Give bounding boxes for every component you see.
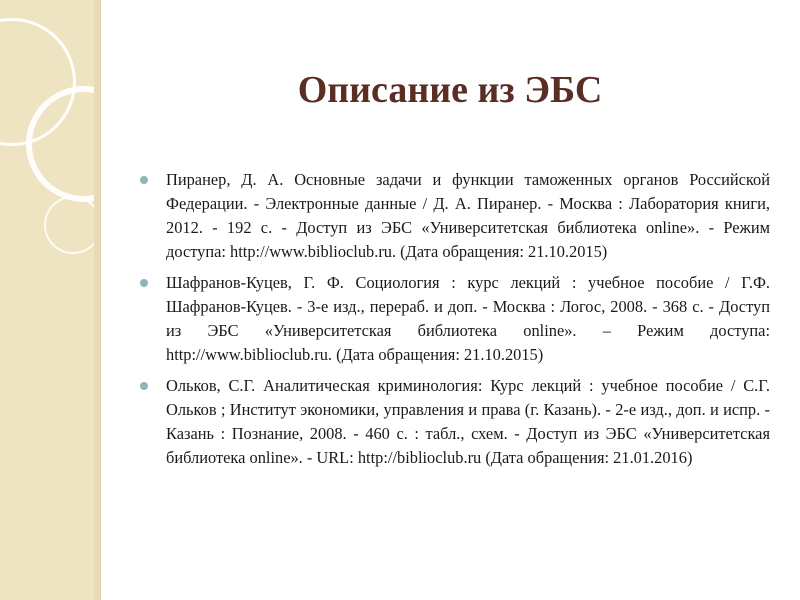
reference-entry [136, 168, 770, 264]
reference-text: Пиранер, Д. А. Основные задачи и функции таможенных органов Российской Федерации. - Электронные данные / Д. А. Пиранер. - Москва : Лаборатория книги, 2012. - 192 с. - Доступ из ЭБС «Университетская библиотека online». - Режим доступа: http://www.biblioclub.ru. (Дата обращения: 21.10.2015) [166, 170, 770, 261]
slide-title: Описание из ЭБС [297, 69, 603, 111]
reference-text: Ольков, С.Г. Аналитическая криминология: Курс лекций : учебное пособие / С.Г. Ольков ; Институт экономики, управления и права (г. Казань). - 2-е изд., доп. и испр. - Казань : Познание, 2008. - 460 с. : табл., схем. - Доступ из ЭБС «Университетская библиотека online». - URL: http://biblioclub.ru (Дата обращения: 21.01.2016) [166, 376, 770, 467]
reference-text: Шафранов-Куцев, Г. Ф. Социология : курс лекций : учебное пособие / Г.Ф. Шафранов-Куцев. - 3-е изд., перераб. и доп. - Москва : Логос, 2008. - 368 с. - Доступ из ЭБС «Университетская библиотека online». – Режим доступа: http://www.biblioclub.ru. (Дата обращения: 21.10.2015) [166, 273, 770, 364]
bullet-icon [140, 176, 148, 184]
reference-list [136, 168, 770, 477]
reference-entry [136, 374, 770, 470]
decorative-side-panel [0, 0, 94, 600]
decorative-side-stripe [94, 0, 101, 600]
bullet-icon [140, 279, 148, 287]
bullet-icon [140, 382, 148, 390]
reference-entry [136, 271, 770, 367]
